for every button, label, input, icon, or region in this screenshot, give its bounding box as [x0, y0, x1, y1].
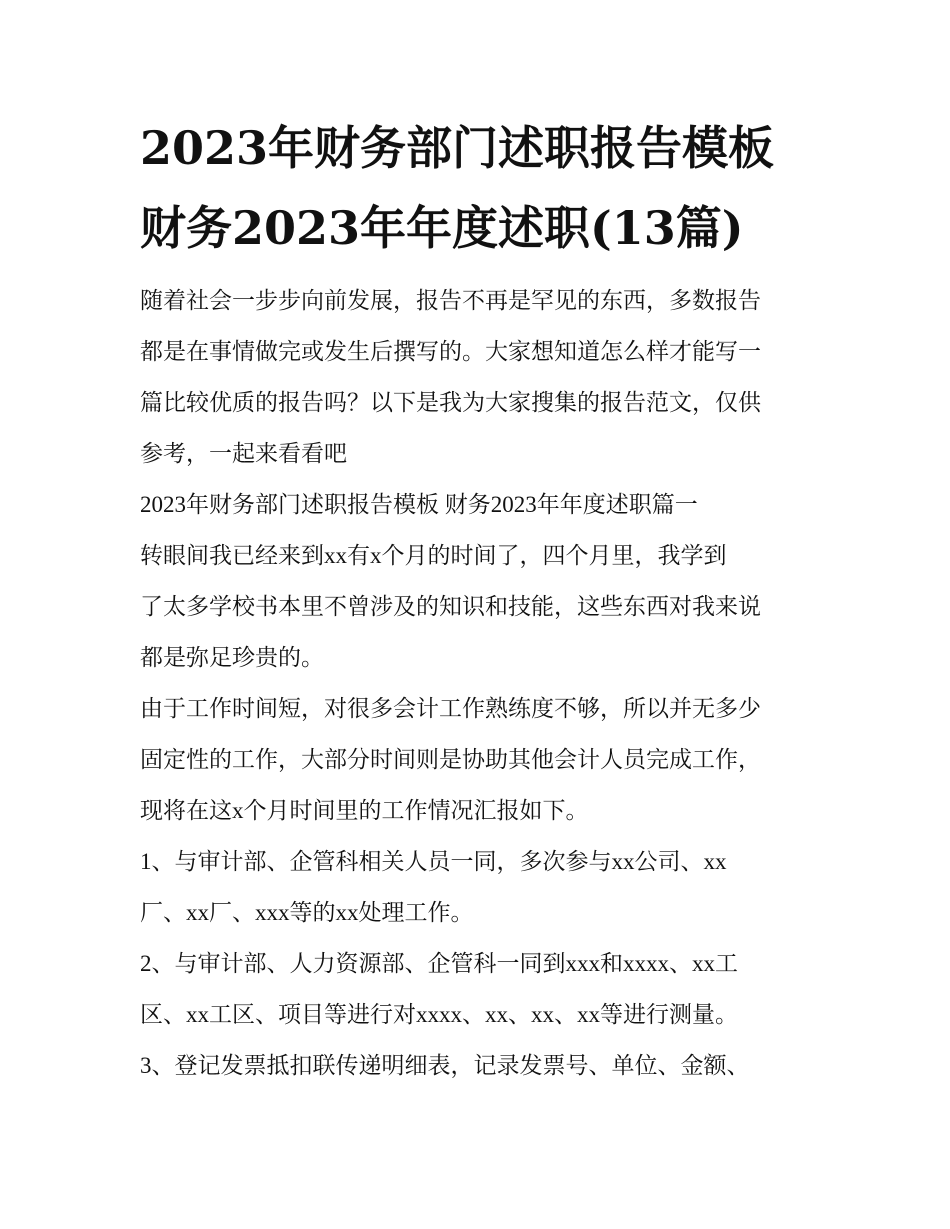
document-title-line-1: 2023年财务部门述职报告模板 — [140, 121, 775, 175]
paragraph-line: 随着社会一步步向前发展，报告不再是罕见的东西，多数报告 — [140, 288, 761, 313]
paragraph-line: 都是弥足珍贵的。 — [140, 645, 324, 670]
paragraph-line: 了太多学校书本里不曾涉及的知识和技能，这些东西对我来说 — [140, 594, 761, 619]
list-item-line: 厂、xx厂、xxx等的xx处理工作。 — [140, 900, 474, 925]
list-item-line: 1、与审计部、企管科相关人员一同，多次参与xx公司、xx — [140, 849, 727, 874]
paragraph-line: 参考，一起来看看吧 — [140, 441, 347, 466]
paragraph-line: 篇比较优质的报告吗？以下是我为大家搜集的报告范文，仅供 — [140, 390, 761, 415]
paragraph-line: 由于工作时间短，对很多会计工作熟练度不够，所以并无多少 — [140, 696, 761, 721]
list-item-line: 2、与审计部、人力资源部、企管科一同到xxx和xxxx、xx工 — [140, 951, 738, 976]
paragraph-line: 转眼间我已经来到xx有x个月的时间了，四个月里，我学到 — [140, 543, 727, 568]
section-heading-line: 2023年财务部门述职报告模板 财务2023年年度述职篇一 — [140, 492, 698, 517]
list-item-line: 区、xx工区、项目等进行对xxxx、xx、xx、xx等进行测量。 — [140, 1002, 738, 1027]
paragraph-line: 固定性的工作，大部分时间则是协助其他会计人员完成工作， — [140, 747, 761, 772]
paragraph-line: 都是在事情做完或发生后撰写的。大家想知道怎么样才能写一 — [140, 339, 761, 364]
list-item-line: 3、登记发票抵扣联传递明细表，记录发票号、单位、金额、 — [140, 1053, 750, 1078]
document-title-line-2: 财务2023年年度述职(13篇) — [140, 201, 744, 255]
paragraph-line: 现将在这x个月时间里的工作情况汇报如下。 — [140, 798, 589, 823]
